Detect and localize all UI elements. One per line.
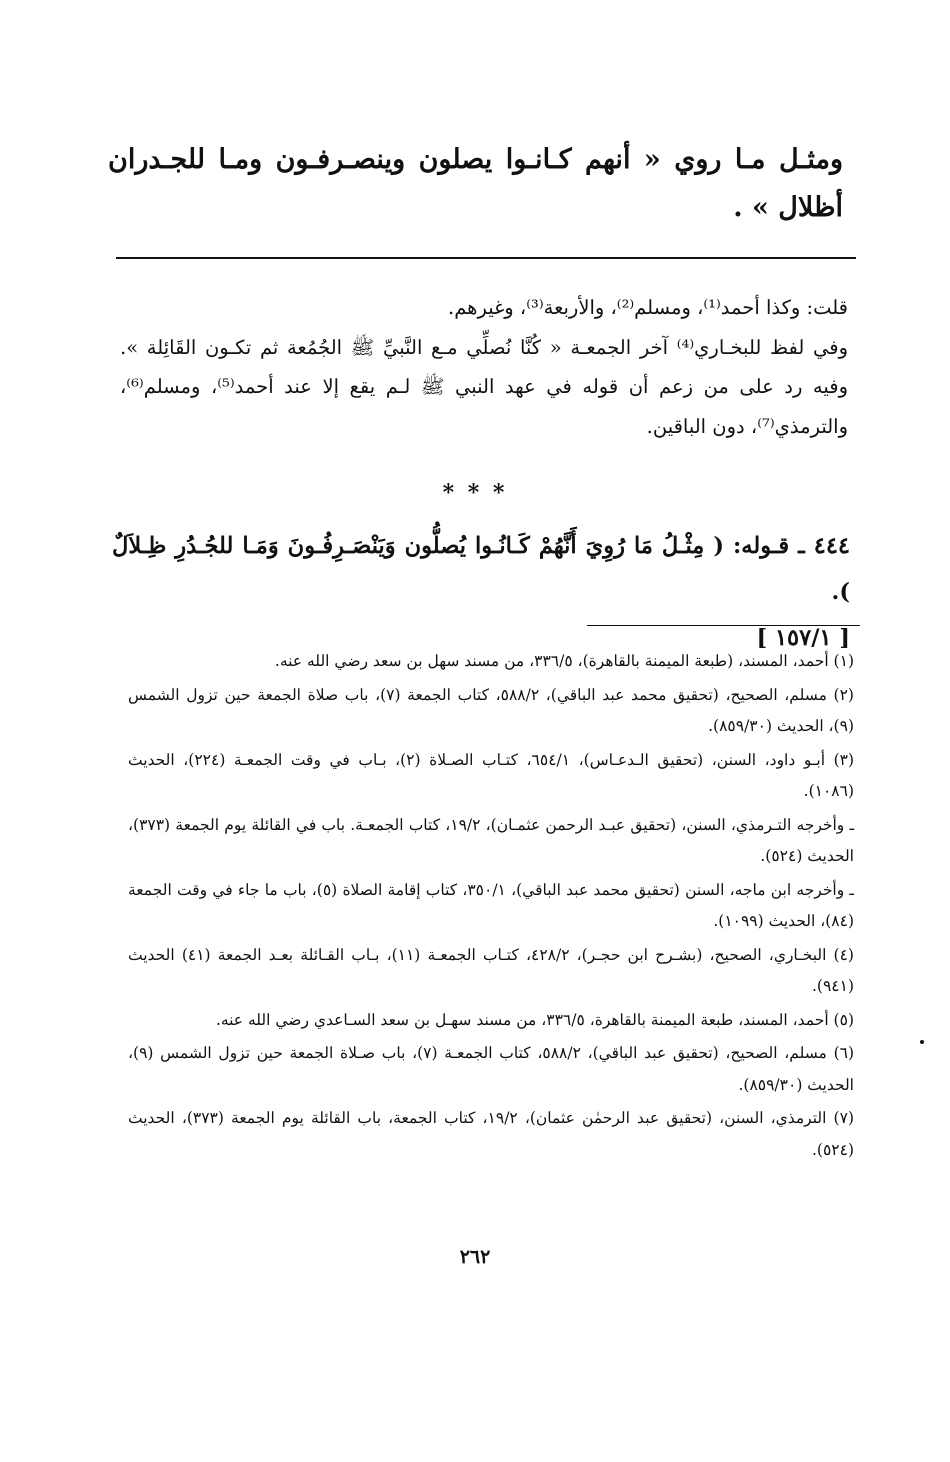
margin-mark — [920, 1040, 924, 1044]
footnotes — [128, 646, 854, 1168]
footnote: (٤) البخـاري، الصحيح، (بشـرح ابن حجـر)، ٤٢٨/٢، كتـاب الجمعـة (١١)، بـاب القـائلة بعـد الجمعة (٤١) الحديث (٩٤١). — [128, 945, 854, 995]
continued-text: ومثـل مـا روي « أنهم كـانـوا يصلون وينصـرفـون ومـا للجـدران أظلال » . — [108, 144, 843, 223]
footnote: ـ وأخرجه التـرمذي، السنن، (تحقيق عبـد الرحمن عثمـان)، ١٩/٢، كتاب الجمعـة. باب في القائلة يوم الجمعة (٣٧٣)، الحديث (٥٢٤). — [128, 815, 854, 865]
commentary-paragraph: وفي لفظ للبخـاري⁽⁴⁾ آخر الجمعـة « كُنَّا نُصلِّي مـع النَّبيِّ ﷺ الجُمُعة ثم تكـون القَائِلة ». وفيه رد على من زعم أن قوله في عهد النبي ﷺ لـم يقع إلا عند أحمد⁽⁵⁾، ومسلم⁽⁶⁾، والترمذي⁽⁷⁾، دون الباقين. — [120, 335, 848, 438]
page-number: ٢٦٢ — [459, 1246, 491, 1268]
footnote: (٦) مسلم، الصحيح، (تحقيق عبد الباقي)، ٥٨٨/٢، كتاب الجمعـة (٧)، باب صـلاة الجمعة حين تزول الشمس (٩)، الحديث (٨٥٩/٣٠). — [128, 1044, 855, 1094]
commentary-line: قلت: وكذا أحمد⁽¹⁾، ومسلم⁽²⁾، والأربعة⁽³⁾، وغيرهم. — [448, 296, 848, 319]
entry-text: ٤٤٤ ـ قـوله: ( مِثْـلُ مَا رُوِيَ أَنَّهُمْ كَـانُـوا يُصلُّون وَيَنْصَـرِفُـونَ وَمَـا للجُـدُرِ ظِـلاَلٌ ). — [112, 533, 850, 605]
footnote: (٣) أبـو داود، السنن، (تحقيق الـدعـاس)، ٦٥٤/١، كتـاب الصـلاة (٢)، بـاب في وقت الجمعـة (٢٢٤)، الحديث (١٠٨٦). — [128, 750, 855, 800]
entry-reference: [ ١٥٧/١ ] — [756, 625, 850, 651]
text-divider — [116, 257, 856, 259]
footnote: (٢) مسلم، الصحيح، (تحقيق محمد عبد الباقي)، ٥٨٨/٢، كتاب الجمعة (٧)، باب صلاة الجمعة حين تزول الشمس (٩)، الحديث (٨٥٩/٣٠). — [128, 685, 854, 735]
section-separator: * * * — [442, 480, 508, 506]
commentary — [120, 288, 848, 446]
entry-heading — [112, 523, 850, 661]
footnote: (١) أحمد، المسند، (طبعة الميمنة بالقاهرة)، ٣٣٦/٥، من مسند سهل بن سعد رضي الله عنه. — [274, 652, 854, 670]
footnote: ـ وأخرجه ابن ماجه، السنن (تحقيق محمد عبد الباقي)، ٣٥٠/١، كتاب إقامة الصلاة (٥)، باب ما جاء في وقت الجمعة (٨٤)، الحديث (١٠٩٩). — [128, 880, 854, 930]
footnote-divider — [587, 625, 860, 626]
footnote: (٥) أحمد، المسند، طبعة الميمنة بالقاهرة، ٣٣٦/٥، من مسند سهـل بن سعد السـاعدي رضي الله عنه. — [215, 1010, 854, 1029]
footnote: (٧) الترمذي، السنن، (تحقيق عبد الرحمٰن عثمان)، ١٩/٢، كتاب الجمعة، باب القائلة يوم الجمعة (٣٧٣)، الحديث (٥٢٤). — [128, 1109, 854, 1159]
